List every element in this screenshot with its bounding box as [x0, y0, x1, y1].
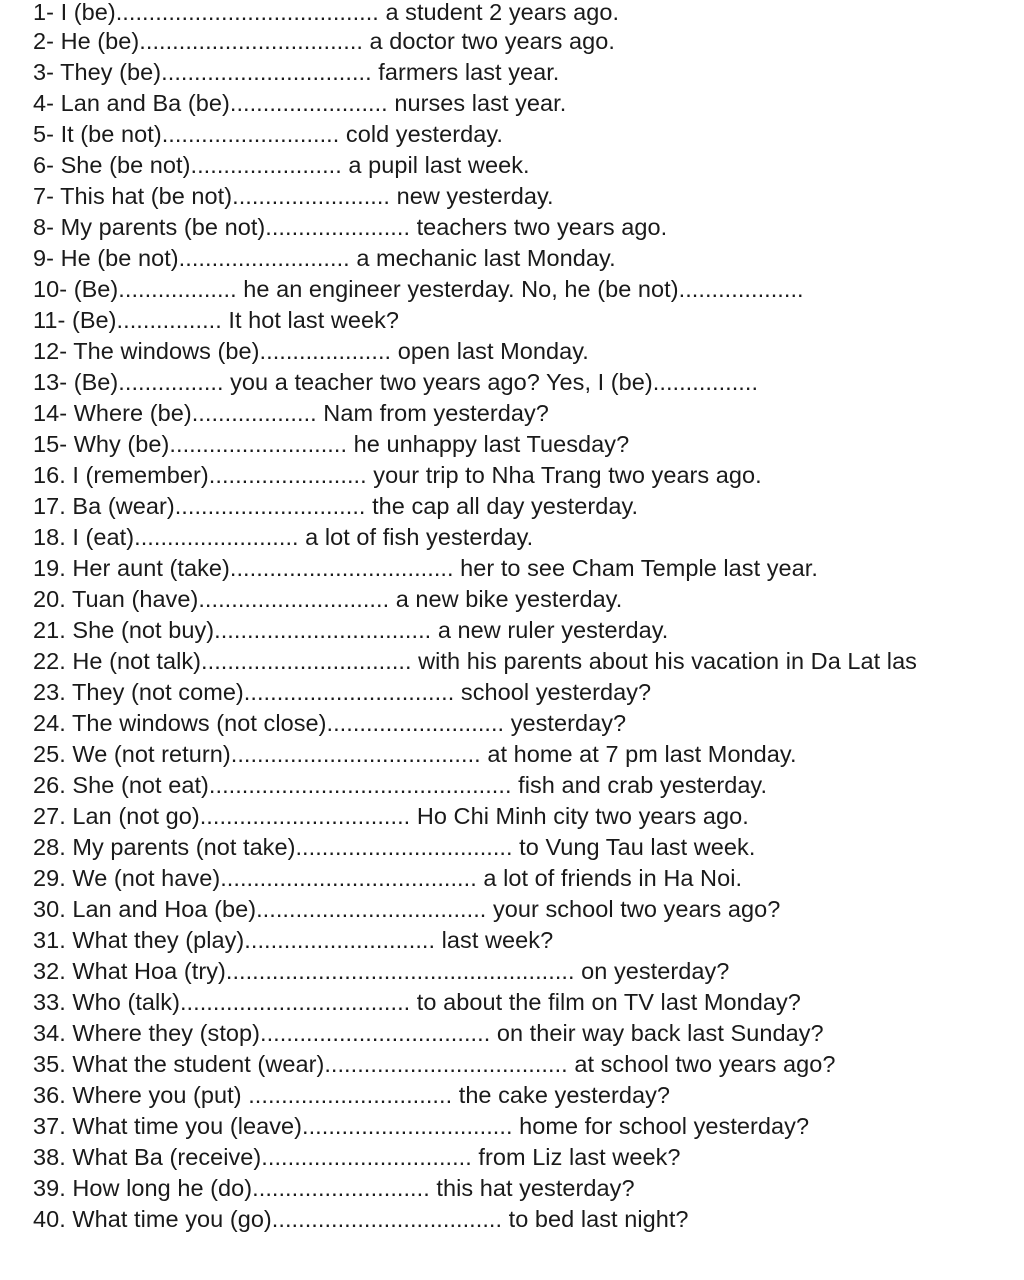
exercise-line: 13- (Be)................ you a teacher two years ago? Yes, I (be)................ — [33, 369, 759, 395]
exercise-line: 19. Her aunt (take).................................. her to see Cham Temple last year. — [33, 555, 818, 581]
exercise-line: 28. My parents (not take)................................. to Vung Tau last week. — [33, 834, 756, 860]
exercise-line: 30. Lan and Hoa (be)................................... your school two years ago? — [33, 896, 781, 922]
exercise-line: 10- (Be).................. he an engineer yesterday. No, he (be not)................... — [33, 276, 804, 302]
exercise-line: 2- He (be).................................. a doctor two years ago. — [33, 28, 615, 54]
exercise-line: 20. Tuan (have)............................. a new bike yesterday. — [33, 586, 623, 612]
exercise-line: 3- They (be)................................ farmers last year. — [33, 59, 560, 85]
exercise-line: 11- (Be)................ It hot last week? — [33, 307, 400, 333]
exercise-line: 40. What time you (go)................................... to bed last night? — [33, 1206, 689, 1232]
exercise-line: 38. What Ba (receive)................................ from Liz last week? — [33, 1144, 681, 1170]
exercise-line: 22. He (not talk)................................ with his parents about his vacation in Da Lat las — [33, 648, 917, 674]
exercise-line: 15- Why (be)........................... he unhappy last Tuesday? — [33, 431, 630, 457]
exercise-line: 18. I (eat)......................... a lot of fish yesterday. — [33, 524, 534, 550]
exercise-line: 25. We (not return)...................................... at home at 7 pm last Monday. — [33, 741, 797, 767]
exercise-line: 31. What they (play)............................. last week? — [33, 927, 554, 953]
exercise-line: 12- The windows (be).................... open last Monday. — [33, 338, 589, 364]
exercise-line: 29. We (not have)....................................... a lot of friends in Ha Noi. — [33, 865, 743, 891]
exercise-line: 36. Where you (put) ............................... the cake yesterday? — [33, 1082, 671, 1108]
exercise-line: 24. The windows (not close)........................... yesterday? — [33, 710, 627, 736]
exercise-line: 34. Where they (stop)................................... on their way back last Sunday? — [33, 1020, 824, 1046]
exercise-line: 21. She (not buy)................................. a new ruler yesterday. — [33, 617, 669, 643]
exercise-line: 5- It (be not)........................... cold yesterday. — [33, 121, 503, 147]
exercise-line: 23. They (not come)................................ school yesterday? — [33, 679, 652, 705]
exercise-line: 16. I (remember)........................ your trip to Nha Trang two years ago. — [33, 462, 762, 488]
exercise-line: 39. How long he (do)........................... this hat yesterday? — [33, 1175, 635, 1201]
exercise-line: 14- Where (be)................... Nam from yesterday? — [33, 400, 549, 426]
exercise-line: 33. Who (talk)................................... to about the film on TV last Monday? — [33, 989, 801, 1015]
exercise-line: 37. What time you (leave)................................ home for school yesterday? — [33, 1113, 810, 1139]
exercise-line: 27. Lan (not go)................................ Ho Chi Minh city two years ago. — [33, 803, 749, 829]
exercise-line: 32. What Hoa (try)..................................................... on yesterday? — [33, 958, 730, 984]
exercise-line: 6- She (be not)....................... a pupil last week. — [33, 152, 530, 178]
exercise-line: 7- This hat (be not)........................ new yesterday. — [33, 183, 554, 209]
exercise-line: 8- My parents (be not)...................... teachers two years ago. — [33, 214, 668, 240]
exercise-line: 35. What the student (wear)..................................... at school two years ago? — [33, 1051, 836, 1077]
exercise-line: 17. Ba (wear)............................. the cap all day yesterday. — [33, 493, 639, 519]
exercise-line: 26. She (not eat).............................................. fish and crab yesterday. — [33, 772, 768, 798]
exercise-line: 9- He (be not).......................... a mechanic last Monday. — [33, 245, 616, 271]
exercise-line: 4- Lan and Ba (be)........................ nurses last year. — [33, 90, 567, 116]
exercise-line: 1- I (be)........................................ a student 2 years ago. — [33, 0, 620, 25]
